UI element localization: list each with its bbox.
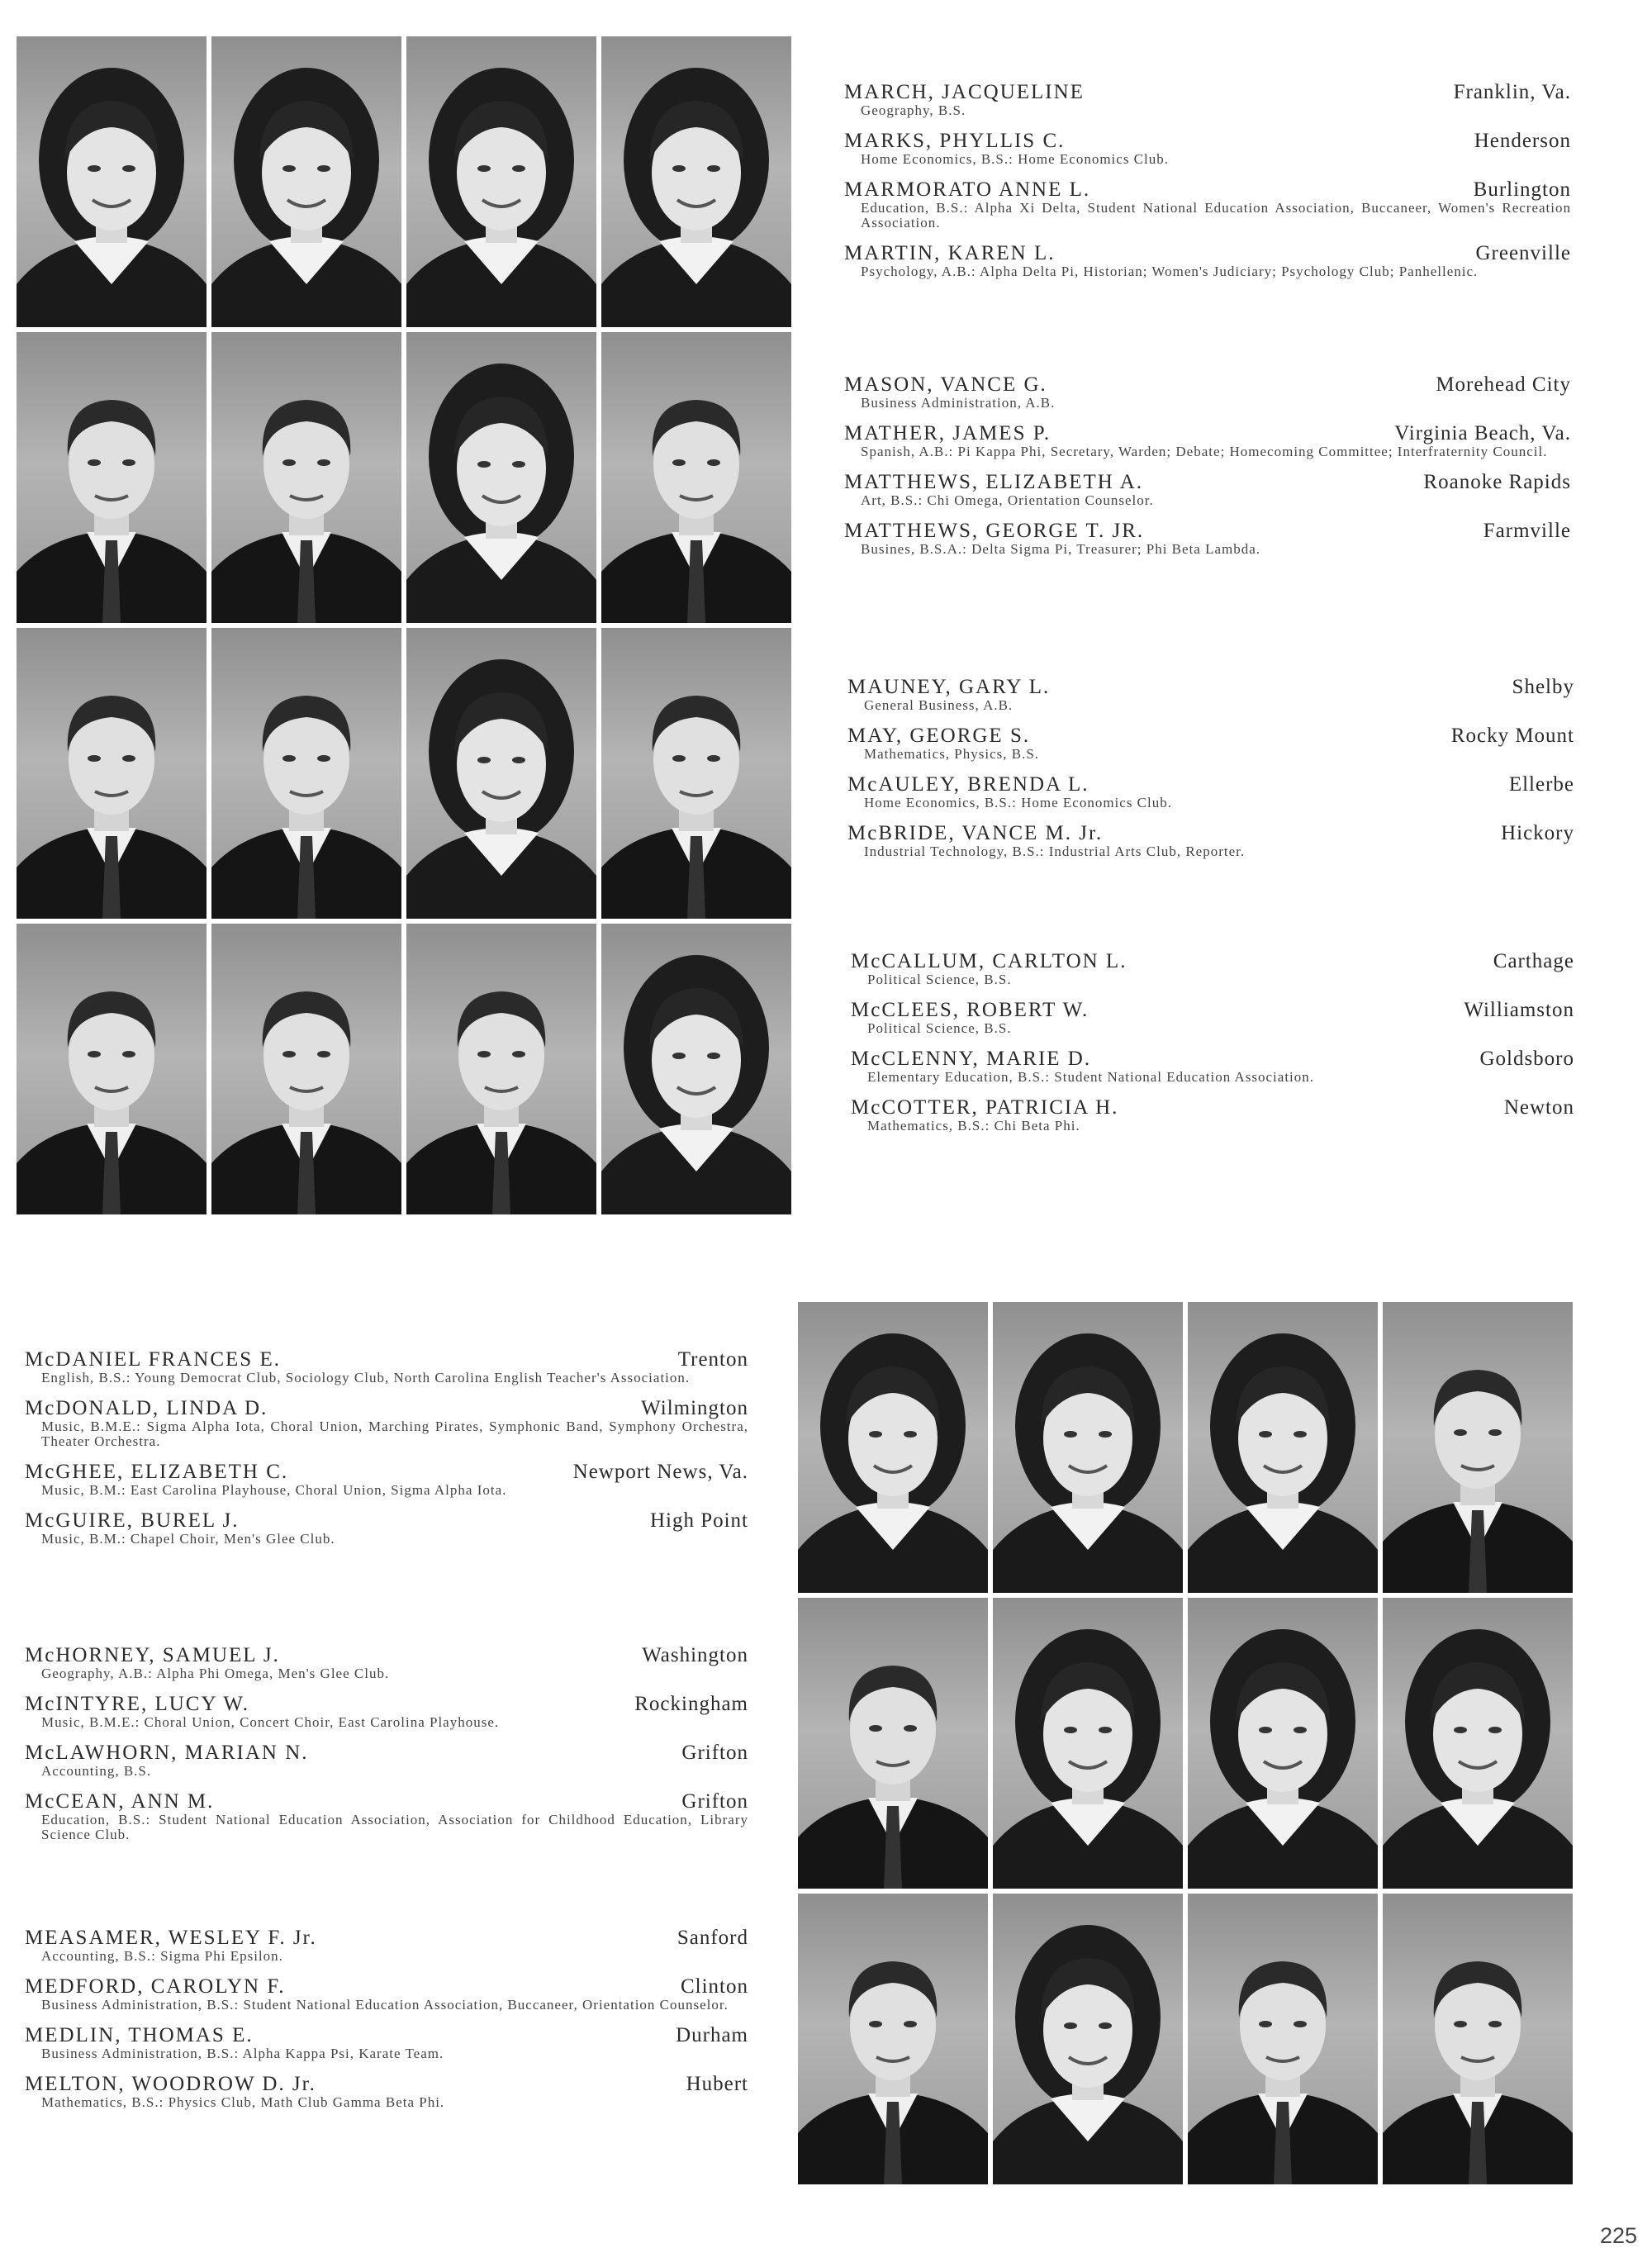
student-name: McCOTTER, PATRICIA H.: [851, 1096, 1119, 1119]
portrait-image: [1383, 1302, 1573, 1593]
student-photo: [798, 1302, 988, 1593]
portrait-image: [1188, 1302, 1378, 1593]
student-name: MATTHEWS, ELIZABETH A.: [844, 471, 1144, 493]
student-entry: [25, 2073, 748, 2110]
student-name: McINTYRE, LUCY W.: [25, 1693, 249, 1715]
portrait-image: [406, 332, 596, 623]
student-name-line: [25, 1461, 748, 1483]
portrait-image: [211, 332, 401, 623]
student-name: MEASAMER, WESLEY F. Jr.: [25, 1927, 317, 1949]
student-photo: [1383, 1598, 1573, 1889]
student-hometown: Ellerbe: [1508, 773, 1574, 796]
student-name-line: [25, 1509, 748, 1532]
portrait-image: [993, 1598, 1183, 1889]
student-name: McGHEE, ELIZABETH C.: [25, 1461, 289, 1483]
student-activities: Mathematics, B.S.: Chi Beta Phi.: [867, 1118, 1080, 1134]
student-activities: Geography, A.B.: Alpha Phi Omega, Men's Glee Club.: [41, 1666, 390, 1681]
student-hometown: Washington: [642, 1644, 748, 1666]
student-hometown: Durham: [676, 2024, 748, 2046]
student-name-line: [847, 725, 1574, 747]
student-hometown: Goldsboro: [1479, 1048, 1574, 1070]
student-name: MAY, GEORGE S.: [847, 725, 1031, 747]
portrait-image: [798, 1302, 988, 1593]
bottom-photo-grid: [798, 1302, 1573, 2184]
student-hometown: Rockingham: [634, 1693, 748, 1715]
top-text-group-3: [847, 676, 1574, 871]
student-activities: Business Administration, A.B.: [861, 395, 1056, 411]
student-activities: Political Science, B.S.: [867, 1020, 1012, 1036]
student-activities: Home Economics, B.S.: Home Economics Club.: [864, 795, 1172, 810]
student-photo: [601, 628, 791, 919]
student-hometown: Newton: [1503, 1096, 1574, 1119]
student-hometown: Virginia Beach, Va.: [1394, 422, 1571, 444]
top-photo-grid: [17, 36, 791, 1214]
student-photo: [211, 924, 401, 1214]
student-activities: English, B.S.: Young Democrat Club, Sociology Club, North Carolina English Teacher's Association.: [41, 1370, 691, 1385]
student-photo: [17, 924, 206, 1214]
student-name-line: [844, 422, 1571, 444]
student-name: MEDLIN, THOMAS E.: [25, 2024, 254, 2046]
student-name-line: [844, 178, 1571, 201]
student-name-line: [25, 1644, 748, 1666]
student-photo: [601, 36, 791, 327]
student-name: MASON, VANCE G.: [844, 373, 1047, 396]
student-activities: Elementary Education, B.S.: Student National Education Association.: [867, 1069, 1315, 1085]
student-name-line: [25, 1975, 748, 1998]
student-hometown: Hubert: [686, 2073, 748, 2095]
bottom-text-group-2: [25, 1644, 748, 1854]
student-entry: [844, 242, 1571, 279]
student-hometown: Trenton: [677, 1348, 748, 1371]
student-entry: [25, 1975, 748, 2013]
portrait-image: [601, 924, 791, 1214]
portrait-image: [798, 1894, 988, 2184]
student-activities: Home Economics, B.S.: Home Economics Club.: [861, 151, 1169, 167]
student-photo: [17, 36, 206, 327]
student-name-line: [25, 1693, 748, 1715]
portrait-image: [1188, 1894, 1378, 2184]
portrait-image: [1383, 1894, 1573, 2184]
student-hometown: High Point: [649, 1509, 748, 1532]
student-photo: [1188, 1598, 1378, 1889]
student-activities: Education, B.S.: Alpha Xi Delta, Student National Education Association, Buccaneer, Women's Recreation Association.: [861, 200, 1571, 231]
student-activities: Music, B.M.E.: Sigma Alpha Iota, Choral Union, Marching Pirates, Symphonic Band, Symphony Orchestra, Theater Orchestra.: [41, 1419, 748, 1449]
student-entry: [844, 178, 1571, 231]
portrait-image: [17, 924, 206, 1214]
student-entry: [844, 81, 1571, 118]
student-name-line: [844, 471, 1571, 493]
student-activities: Mathematics, B.S.: Physics Club, Math Club Gamma Beta Phi.: [41, 2094, 445, 2110]
student-name: MARKS, PHYLLIS C.: [844, 130, 1066, 152]
portrait-image: [406, 924, 596, 1214]
student-hometown: Franklin, Va.: [1453, 81, 1571, 103]
student-photo: [211, 332, 401, 623]
student-entry: [851, 1096, 1574, 1134]
student-photo: [993, 1302, 1183, 1593]
student-name: MATHER, JAMES P.: [844, 422, 1051, 444]
student-photo: [211, 36, 401, 327]
student-hometown: Farmville: [1483, 520, 1571, 542]
student-photo: [798, 1894, 988, 2184]
portrait-image: [17, 332, 206, 623]
student-photo: [406, 628, 596, 919]
student-hometown: Grifton: [681, 1790, 748, 1813]
student-name-line: [847, 773, 1574, 796]
portrait-image: [601, 628, 791, 919]
portrait-image: [211, 36, 401, 327]
bottom-text-group-3: [25, 1927, 748, 2122]
student-activities: Industrial Technology, B.S.: Industrial Arts Club, Reporter.: [864, 844, 1246, 859]
student-entry: [844, 130, 1571, 167]
student-hometown: Grifton: [681, 1742, 748, 1764]
student-photo: [406, 36, 596, 327]
student-name: MARTIN, KAREN L.: [844, 242, 1056, 264]
student-entry: [851, 950, 1574, 987]
student-name-line: [851, 999, 1574, 1021]
student-hometown: Williamston: [1464, 999, 1574, 1021]
student-activities: Business Administration, B.S.: Alpha Kappa Psi, Karate Team.: [41, 2046, 444, 2061]
student-entry: [844, 471, 1571, 508]
student-entry: [25, 2024, 748, 2061]
student-name-line: [847, 822, 1574, 844]
student-photo: [211, 628, 401, 919]
student-hometown: Clinton: [680, 1975, 748, 1998]
student-activities: Music, B.M.: Chapel Choir, Men's Glee Club.: [41, 1531, 335, 1547]
bottom-text-group-1: [25, 1348, 748, 1558]
student-name-line: [844, 520, 1571, 542]
portrait-image: [601, 332, 791, 623]
student-hometown: Greenville: [1475, 242, 1571, 264]
student-hometown: Henderson: [1474, 130, 1571, 152]
student-name-line: [25, 1348, 748, 1371]
student-name: McAULEY, BRENDA L.: [847, 773, 1089, 796]
student-photo: [601, 332, 791, 623]
portrait-image: [993, 1894, 1183, 2184]
student-hometown: Wilmington: [641, 1397, 748, 1419]
student-name: MARCH, JACQUELINE: [844, 81, 1085, 103]
student-name: MARMORATO ANNE L.: [844, 178, 1091, 201]
student-entry: [25, 1644, 748, 1681]
student-photo: [1383, 1302, 1573, 1593]
student-activities: General Business, A.B.: [864, 697, 1014, 713]
student-activities: Mathematics, Physics, B.S.: [864, 746, 1040, 762]
portrait-image: [601, 36, 791, 327]
student-name-line: [851, 1096, 1574, 1119]
student-entry: [25, 1509, 748, 1547]
student-entry: [851, 999, 1574, 1036]
student-name: McHORNEY, SAMUEL J.: [25, 1644, 280, 1666]
student-photo: [1188, 1894, 1378, 2184]
student-name-line: [844, 130, 1571, 152]
page-number: 225: [1599, 2223, 1637, 2248]
student-activities: Art, B.S.: Chi Omega, Orientation Counselor.: [861, 492, 1154, 508]
student-entry: [844, 422, 1571, 459]
student-activities: Spanish, A.B.: Pi Kappa Phi, Secretary, Warden; Debate; Homecoming Committee; Interfraternity Council.: [861, 444, 1548, 459]
student-name: MELTON, WOODROW D. Jr.: [25, 2073, 316, 2095]
student-activities: Accounting, B.S.: Sigma Phi Epsilon.: [41, 1948, 283, 1964]
student-name-line: [25, 1927, 748, 1949]
student-photo: [993, 1598, 1183, 1889]
student-photo: [1188, 1302, 1378, 1593]
student-activities: Geography, B.S.: [861, 102, 966, 118]
student-entry: [25, 1693, 748, 1730]
student-hometown: Burlington: [1473, 178, 1571, 201]
portrait-image: [211, 628, 401, 919]
student-name-line: [25, 1397, 748, 1419]
portrait-image: [1383, 1598, 1573, 1889]
student-name-line: [844, 81, 1571, 103]
student-hometown: Sanford: [676, 1927, 748, 1949]
portrait-image: [993, 1302, 1183, 1593]
student-entry: [851, 1048, 1574, 1085]
student-photo: [993, 1894, 1183, 2184]
student-name: McCLEES, ROBERT W.: [851, 999, 1089, 1021]
portrait-image: [1188, 1598, 1378, 1889]
top-text-group-2: [844, 373, 1571, 568]
student-entry: [25, 1927, 748, 1964]
student-name: McCALLUM, CARLTON L.: [851, 950, 1127, 972]
student-photo: [17, 628, 206, 919]
portrait-image: [406, 36, 596, 327]
student-hometown: Roanoke Rapids: [1423, 471, 1571, 493]
student-photo: [1383, 1894, 1573, 2184]
student-name: MATTHEWS, GEORGE T. JR.: [844, 520, 1145, 542]
student-entry: [847, 676, 1574, 713]
student-activities: Political Science, B.S.: [867, 972, 1012, 987]
student-activities: Psychology, A.B.: Alpha Delta Pi, Historian; Women's Judiciary; Psychology Club; Panhellenic.: [861, 264, 1479, 279]
student-entry: [25, 1742, 748, 1779]
portrait-image: [798, 1598, 988, 1889]
student-name-line: [844, 242, 1571, 264]
student-entry: [847, 822, 1574, 859]
student-entry: [25, 1461, 748, 1498]
student-hometown: Carthage: [1493, 950, 1574, 972]
student-name-line: [25, 1742, 748, 1764]
student-hometown: Shelby: [1512, 676, 1574, 698]
student-name-line: [847, 676, 1574, 698]
student-name: McLAWHORN, MARIAN N.: [25, 1742, 309, 1764]
portrait-image: [211, 924, 401, 1214]
student-name: McGUIRE, BUREL J.: [25, 1509, 240, 1532]
student-entry: [847, 773, 1574, 810]
student-hometown: Hickory: [1501, 822, 1574, 844]
student-entry: [844, 520, 1571, 557]
student-name-line: [844, 373, 1571, 396]
student-name: McCLENNY, MARIE D.: [851, 1048, 1092, 1070]
student-name-line: [851, 950, 1574, 972]
student-hometown: Morehead City: [1436, 373, 1571, 396]
student-entry: [844, 373, 1571, 411]
student-entry: [847, 725, 1574, 762]
student-hometown: Newport News, Va.: [572, 1461, 748, 1483]
student-activities: Business Administration, B.S.: Student National Education Association, Buccaneer, Orientation Counselor.: [41, 1997, 729, 2013]
student-name: McCEAN, ANN M.: [25, 1790, 215, 1813]
student-name-line: [851, 1048, 1574, 1070]
student-name: McDONALD, LINDA D.: [25, 1397, 268, 1419]
student-photo: [798, 1598, 988, 1889]
student-name: MAUNEY, GARY L.: [847, 676, 1051, 698]
top-text-group-1: [844, 81, 1571, 291]
portrait-image: [17, 628, 206, 919]
student-activities: Accounting, B.S.: [41, 1763, 152, 1779]
student-photo: [406, 924, 596, 1214]
student-name: McDANIEL FRANCES E.: [25, 1348, 281, 1371]
student-name: McBRIDE, VANCE M. Jr.: [847, 822, 1104, 844]
student-entry: [25, 1348, 748, 1385]
student-photo: [601, 924, 791, 1214]
student-name: MEDFORD, CAROLYN F.: [25, 1975, 286, 1998]
student-entry: [25, 1790, 748, 1842]
student-photo: [406, 332, 596, 623]
student-activities: Busines, B.S.A.: Delta Sigma Pi, Treasurer; Phi Beta Lambda.: [861, 541, 1261, 557]
student-hometown: Rocky Mount: [1450, 725, 1574, 747]
portrait-image: [17, 36, 206, 327]
student-name-line: [25, 1790, 748, 1813]
student-entry: [25, 1397, 748, 1449]
portrait-image: [406, 628, 596, 919]
student-name-line: [25, 2073, 748, 2095]
top-text-group-4: [851, 950, 1574, 1145]
student-photo: [17, 332, 206, 623]
student-activities: Education, B.S.: Student National Education Association, Association for Childhood Education, Library Science Club.: [41, 1812, 748, 1842]
student-activities: Music, B.M.E.: Choral Union, Concert Choir, East Carolina Playhouse.: [41, 1714, 500, 1730]
student-name-line: [25, 2024, 748, 2046]
student-activities: Music, B.M.: East Carolina Playhouse, Choral Union, Sigma Alpha Iota.: [41, 1482, 507, 1498]
